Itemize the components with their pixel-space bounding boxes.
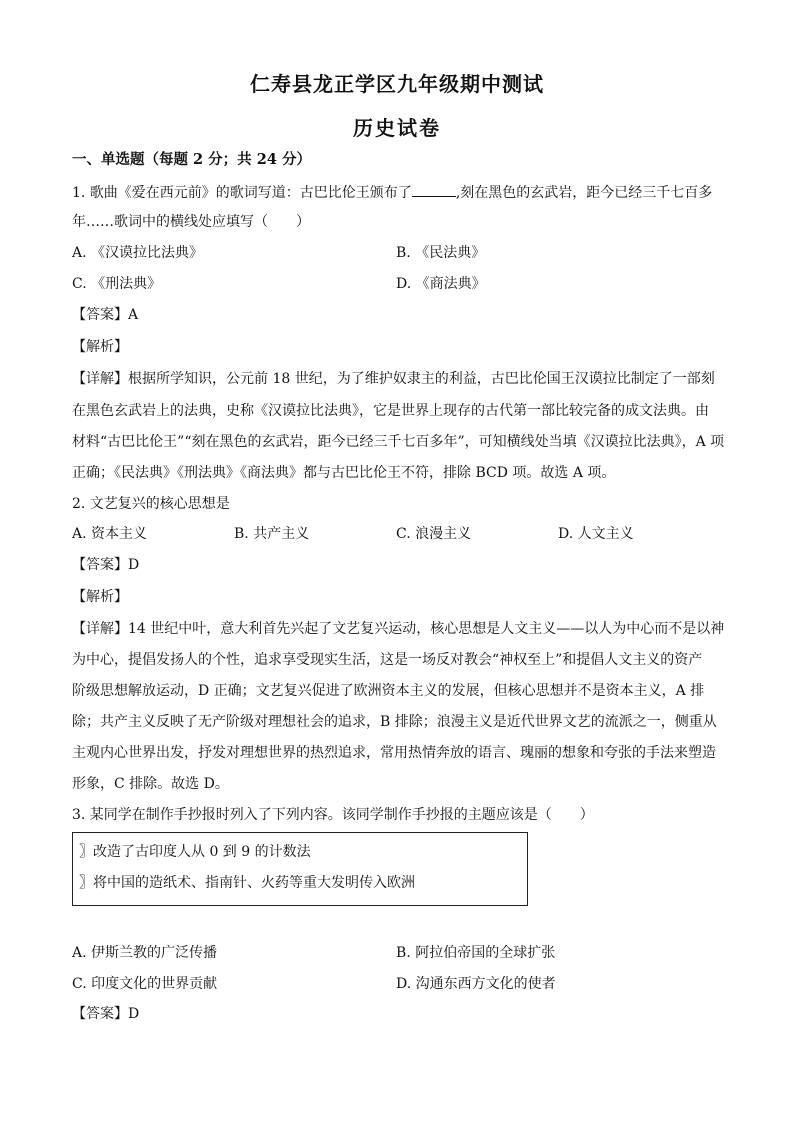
q1-option-d: D. 《商法典》 (396, 276, 486, 292)
q1-detail-line: 材料“古巴比伦王”“刻在黑色的玄武岩，距今已经三千七百多年”，可知横线处当填《汉谟拉比法典》，A 项 (72, 434, 725, 450)
exam-title: 仁寿县龙正学区九年级期中测试 (250, 72, 544, 96)
q2-analysis: 【解析】 (72, 589, 128, 605)
q3-option-a: A. 伊斯兰教的广泛传播 (72, 945, 218, 961)
q2-answer: 【答案】D (72, 557, 140, 573)
q1-stem-part2: ,刻在黑色的玄武岩，距今已经三千七百多 (455, 185, 713, 201)
q2-detail-line: 为中心，提倡发扬人的个性，追求享受现实生活，这是一场反对教会“神权至上”和提倡人文主义的资产 (72, 652, 703, 668)
q2-option-a: A. 资本主义 (72, 526, 148, 542)
q1-detail-line: 正确；《民法典》《刑法典》《商法典》都与古巴比伦王不符，排除 BCD 项。故选 A 项。 (72, 465, 616, 481)
q3-material-line: 〗改造了古印度人从 0 到 9 的计数法 (79, 844, 311, 860)
q1-analysis: 【解析】 (72, 339, 128, 355)
q2-detail-line: 主观内心世界出发，抒发对理想世界的热烈追求，常用热情奔放的语言、瑰丽的想象和夸张的手法来塑造 (72, 745, 716, 761)
q3-material-line: 〗将中国的造纸术、指南针、火药等重大发明传入欧洲 (79, 875, 415, 891)
q1-blank (412, 182, 456, 197)
q1-answer: 【答案】A (72, 307, 139, 323)
q2-stem: 2. 文艺复兴的核心思想是 (72, 496, 230, 512)
q2-detail-line: 阶级思想解放运动，D 正确；文艺复兴促进了欧洲资本主义的发展，但核心思想并不是资本主义，A 排 (72, 683, 705, 699)
q2-detail-line: 除；共产主义反映了无产阶级对理想社会的追求，B 排除；浪漫主义是近代世界文艺的流派之一，侧重从 (72, 714, 717, 730)
q2-option-d: D. 人文主义 (558, 526, 634, 542)
q3-option-b: B. 阿拉伯帝国的全球扩张 (396, 945, 556, 961)
q2-option-b: B. 共产主义 (234, 526, 310, 542)
q1-option-c: C. 《刑法典》 (72, 276, 162, 292)
q1-stem (72, 182, 712, 203)
q1-detail-line: 【详解】根据所学知识，公元前 18 世纪，为了维护奴隶主的利益，古巴比伦国王汉谟拉比制定了一部刻 (72, 371, 715, 387)
q2-detail-line: 【详解】14 世纪中叶，意大利首先兴起了文艺复兴运动，核心思想是人文主义——以人为中心而不是以神 (72, 621, 725, 637)
section-heading: 一、单选题（每题 2 分；共 24 分） (72, 151, 311, 168)
q1-detail-line: 在黑色玄武岩上的法典，史称《汉谟拉比法典》，它是世界上现存的古代第一部比较完备的成文法典。由 (72, 403, 709, 419)
q1-stem-line2: 年……歌词中的横线处应填写（ ） (72, 214, 310, 230)
q1-stem-part1: 1. 歌曲《爱在西元前》的歌词写道：古巴比伦王颁布了 (72, 185, 412, 201)
q3-material-box (72, 832, 528, 906)
q1-option-b: B. 《民法典》 (396, 245, 486, 261)
q3-option-d: D. 沟通东西方文化的使者 (396, 976, 556, 992)
q3-stem: 3. 某同学在制作手抄报时列入了下列内容。该同学制作手抄报的主题应该是（ ） (72, 807, 594, 823)
q1-option-a: A. 《汉谟拉比法典》 (72, 245, 204, 261)
q2-detail-line: 形象，C 排除。故选 D。 (72, 776, 229, 792)
q3-answer: 【答案】D (72, 1006, 140, 1022)
q3-option-c: C. 印度文化的世界贡献 (72, 976, 218, 992)
exam-subtitle: 历史试卷 (353, 116, 441, 140)
q2-option-c: C. 浪漫主义 (396, 526, 472, 542)
